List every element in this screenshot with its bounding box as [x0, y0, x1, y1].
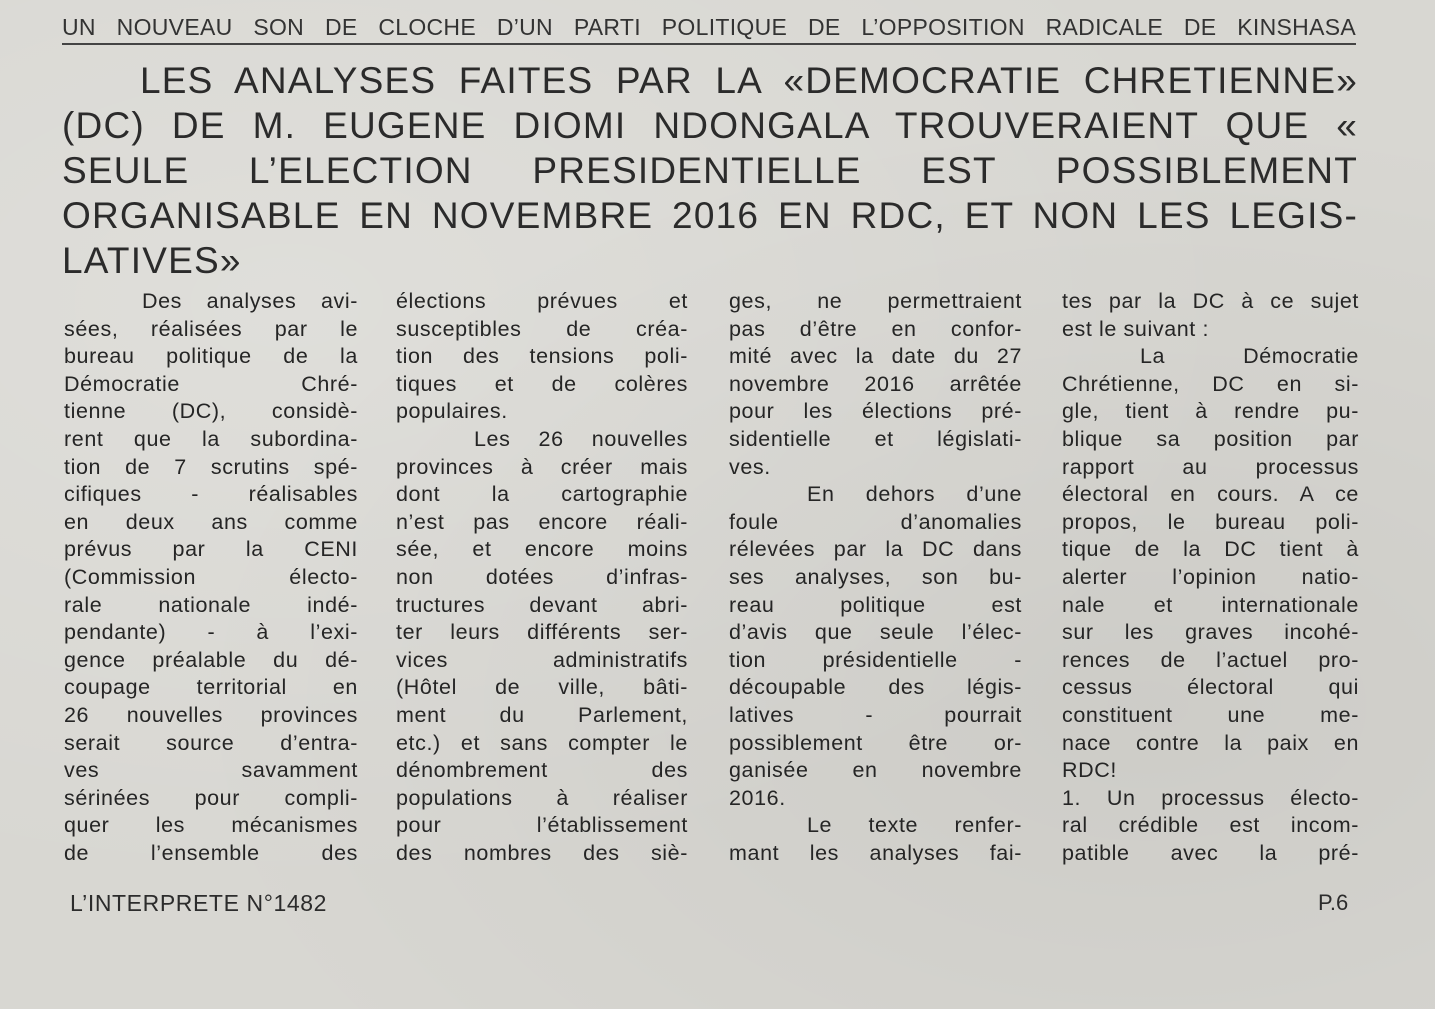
- article-line: d’avis que seule l’élec-: [729, 620, 1022, 645]
- article-line: alerter l’opinion natio-: [1062, 564, 1359, 589]
- headline-line: LATIVES»: [62, 240, 242, 281]
- article-line: RDC!: [1062, 758, 1117, 783]
- article-line: n’est pas encore réali-: [396, 509, 688, 534]
- article-line: rapport au processus: [1062, 454, 1359, 479]
- article-line: reau politique est: [729, 592, 1022, 617]
- article-line: tion présidentielle -: [729, 647, 1022, 672]
- article-line: pas d’être en confor-: [729, 316, 1022, 341]
- article-line: Les 26 nouvelles: [474, 426, 688, 451]
- kicker-line: UN NOUVEAU SON DE CLOCHE D’UN PARTI POLITIQUE DE L’OPPOSITION RADICALE DE KINSHASA: [62, 12, 1356, 45]
- article-line: rélevées par la DC dans: [729, 537, 1022, 562]
- article-line: Démocratie Chré-: [64, 371, 358, 396]
- article-line: tiques et de colères: [396, 371, 688, 396]
- article-line: nale et internationale: [1062, 592, 1359, 617]
- article-line: constituent une me-: [1062, 702, 1359, 727]
- article-line: gle, tient à rendre pu-: [1062, 399, 1359, 424]
- article-line: dénombrement des: [396, 758, 688, 783]
- article-line: ves savamment: [64, 758, 358, 783]
- article-line: pendante) - à l’exi-: [64, 620, 358, 645]
- article-line: dont la cartographie: [396, 482, 688, 507]
- article-line: bureau politique de la: [64, 344, 358, 369]
- article-line: tienne (DC), considè-: [64, 399, 358, 424]
- page-number: P.6: [1318, 890, 1349, 915]
- article-line: tion des tensions poli-: [396, 344, 688, 369]
- article-line: sée, et encore moins: [396, 537, 688, 562]
- article-line: non dotées d’infras-: [396, 564, 688, 589]
- headline: [62, 58, 1358, 283]
- article-line: électoral en cours. A ce: [1062, 482, 1359, 507]
- article-line: blique sa position par: [1062, 426, 1359, 451]
- article-line: rale nationale indé-: [64, 592, 358, 617]
- article-line: La Démocratie: [1140, 344, 1359, 369]
- article-line: quer les mécanismes: [64, 813, 358, 838]
- article-line: gence préalable du dé-: [64, 647, 358, 672]
- article-line: pour l’établissement: [396, 813, 688, 838]
- article-line: prévus par la CENI: [64, 537, 358, 562]
- article-line: est le suivant :: [1062, 316, 1210, 341]
- article-line: 26 nouvelles provinces: [64, 702, 358, 727]
- headline-line: ORGANISABLE EN NOVEMBRE 2016 EN RDC, ET NON LES LEGIS-: [62, 195, 1358, 236]
- article-line: (Commission électo-: [64, 564, 358, 589]
- article-line: populations à réaliser: [396, 785, 688, 810]
- article-line: etc.) et sans compter le: [396, 730, 688, 755]
- article-column-4: [1062, 288, 1359, 867]
- article-line: nace contre la paix en: [1062, 730, 1359, 755]
- article-line: ges, ne permettraient: [729, 289, 1022, 313]
- article-line: ses analyses, son bu-: [729, 564, 1022, 589]
- article-line: (Hôtel de ville, bâti-: [396, 675, 688, 700]
- article-line: sidentielle et législati-: [729, 426, 1022, 451]
- article-line: ral crédible est incom-: [1062, 813, 1359, 838]
- article-line: rences de l’actuel pro-: [1062, 647, 1359, 672]
- publication-footer: L’INTERPRETE N°1482: [70, 890, 328, 916]
- headline-line: SEULE L’ELECTION PRESIDENTIELLE EST POSSIBLEMENT: [62, 150, 1358, 191]
- article-line: sées, réalisées par le: [64, 316, 358, 341]
- article-line: rent que la subordina-: [64, 426, 358, 451]
- article-column-3: [729, 288, 1022, 867]
- article-line: des nombres des siè-: [396, 840, 688, 865]
- article-line: ment du Parlement,: [396, 702, 688, 727]
- article-line: mant les analyses fai-: [729, 840, 1022, 865]
- article-line: vices administratifs: [396, 647, 688, 672]
- article-line: de l’ensemble des: [64, 840, 358, 865]
- article-line: tion de 7 scrutins spé-: [64, 454, 358, 479]
- article-line: cifiques - réalisables: [64, 482, 358, 507]
- article-line: tique de la DC tient à: [1062, 537, 1359, 562]
- headline-line: (DC) DE M. EUGENE DIOMI NDONGALA TROUVERAIENT QUE «: [62, 105, 1358, 146]
- article-line: foule d’anomalies: [729, 509, 1022, 534]
- article-line: 2016.: [729, 785, 786, 810]
- article-line: susceptibles de créa-: [396, 316, 688, 341]
- article-line: propos, le bureau poli-: [1062, 509, 1359, 534]
- article-line: En dehors d’une: [807, 482, 1022, 507]
- article-line: patible avec la pré-: [1062, 840, 1359, 865]
- article-line: pour les élections pré-: [729, 399, 1022, 424]
- article-line: serait source d’entra-: [64, 730, 358, 755]
- article-line: en deux ans comme: [64, 509, 358, 534]
- article-line: latives - pourrait: [729, 702, 1022, 727]
- article-line: Des analyses avi-: [142, 289, 358, 313]
- article-line: mité avec la date du 27: [729, 344, 1022, 369]
- article-line: sérinées pour compli-: [64, 785, 358, 810]
- article-column-2: [396, 288, 688, 867]
- article-line: sur les graves incohé-: [1062, 620, 1359, 645]
- article-line: tructures devant abri-: [396, 592, 688, 617]
- article-line: Le texte renfer-: [807, 813, 1022, 838]
- article-line: possiblement être or-: [729, 730, 1022, 755]
- article-line: découpable des légis-: [729, 675, 1022, 700]
- article-line: ganisée en novembre: [729, 758, 1022, 783]
- article-line: populaires.: [396, 399, 508, 424]
- article-column-1: [64, 288, 358, 867]
- article-line: 1. Un processus électo-: [1062, 785, 1359, 810]
- article-line: coupage territorial en: [64, 675, 358, 700]
- article-line: tes par la DC à ce sujet: [1062, 289, 1359, 313]
- article-line: cessus électoral qui: [1062, 675, 1359, 700]
- article-line: Chrétienne, DC en si-: [1062, 371, 1359, 396]
- article-line: élections prévues et: [396, 289, 688, 313]
- article-line: novembre 2016 arrêtée: [729, 371, 1022, 396]
- article-line: ter leurs différents ser-: [396, 620, 688, 645]
- article-line: provinces à créer mais: [396, 454, 688, 479]
- article-line: ves.: [729, 454, 771, 479]
- headline-line: LES ANALYSES FAITES PAR LA «DEMOCRATIE CHRETIENNE»: [140, 60, 1358, 101]
